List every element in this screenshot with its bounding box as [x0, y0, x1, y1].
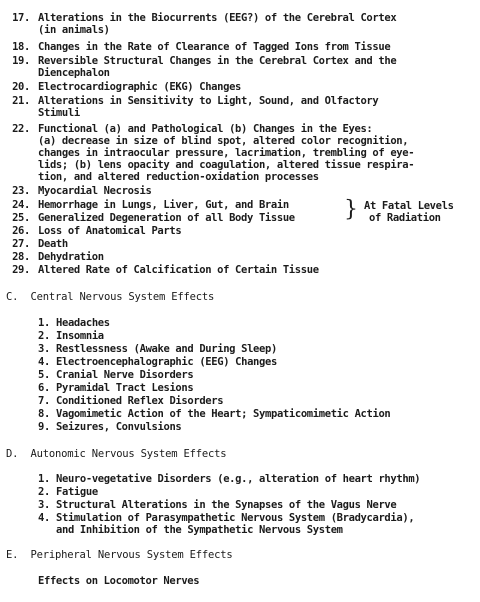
list-item-text: Restlessness (Awake and During Sleep) — [56, 343, 277, 355]
list-item-text: Cranial Nerve Disorders — [56, 369, 194, 381]
item-number: 25. — [12, 212, 30, 224]
right-brace-icon: } — [344, 197, 358, 222]
item-number: 6. — [38, 382, 50, 394]
list-item-text: (a) decrease in size of blind spot, altered color recognition, — [38, 135, 409, 147]
list-item-text: Headaches — [56, 317, 110, 329]
item-number: 4. — [38, 512, 50, 524]
item-number: 4. — [38, 356, 50, 368]
item-number: 17. — [12, 12, 30, 24]
item-number: 20. — [12, 81, 30, 93]
list-item-text: Alterations in the Biocurrents (EEG?) of the Cerebral Cortex — [38, 12, 397, 24]
list-item-text: Vagomimetic Action of the Heart; Sympaticomimetic Action — [56, 408, 391, 420]
list-item-text: Electroencephalographic (EEG) Changes — [56, 356, 277, 368]
list-item-text: Neuro-vegetative Disorders (e.g., alteration of heart rhythm) — [56, 473, 421, 485]
list-item-text: Alterations in Sensitivity to Light, Sound, and Olfactory — [38, 95, 379, 107]
list-item-text: Loss of Anatomical Parts — [38, 225, 182, 237]
list-item-text: Altered Rate of Calcification of Certain Tissue — [38, 264, 319, 276]
item-number: 9. — [38, 421, 50, 433]
item-number: 24. — [12, 199, 30, 211]
list-item-text: Stimulation of Parasympathetic Nervous System (Bradycardia), — [56, 512, 415, 524]
list-item-text: Diencephalon — [38, 67, 110, 79]
item-number: 2. — [38, 330, 50, 342]
item-number: 18. — [12, 41, 30, 53]
list-item-text: Changes in the Rate of Clearance of Tagged Ions from Tissue — [38, 41, 391, 53]
item-number: 26. — [12, 225, 30, 237]
list-item-text: Pyramidal Tract Lesions — [56, 382, 194, 394]
list-item-text: Death — [38, 238, 68, 250]
list-item-text: Functional (a) and Pathological (b) Changes in the Eyes: — [38, 123, 373, 135]
section-heading-c: C. Central Nervous System Effects — [6, 291, 215, 303]
item-number: 28. — [12, 251, 30, 263]
list-item-text: changes in intraocular pressure, lacrimation, trembling of eye- — [38, 147, 415, 159]
list-item-text: Generalized Degeneration of all Body Tissue — [38, 212, 295, 224]
item-number: 22. — [12, 123, 30, 135]
list-item-text: Reversible Structural Changes in the Cerebral Cortex and the — [38, 55, 397, 67]
list-item-text: Seizures, Convulsions — [56, 421, 182, 433]
list-item-text: Structural Alterations in the Synapses of the Vagus Nerve — [56, 499, 397, 511]
bracket-note: of Radiation — [369, 212, 441, 224]
item-number: 27. — [12, 238, 30, 250]
item-number: 19. — [12, 55, 30, 67]
list-item-text: Dehydration — [38, 251, 104, 263]
list-item-text: lids; (b) lens opacity and coagulation, altered tissue respira- — [38, 159, 415, 171]
item-number: 21. — [12, 95, 30, 107]
list-item-text: Hemorrhage in Lungs, Liver, Gut, and Brain — [38, 199, 289, 211]
list-item-text: and Inhibition of the Sympathetic Nervous System — [56, 524, 343, 536]
item-number: 2. — [38, 486, 50, 498]
bracket-note: At Fatal Levels — [364, 200, 454, 212]
item-number: 1. — [38, 473, 50, 485]
list-item-text: (in animals) — [38, 24, 110, 36]
item-number: 23. — [12, 185, 30, 197]
list-item-text: Myocardial Necrosis — [38, 185, 152, 197]
item-number: 1. — [38, 317, 50, 329]
item-number: 3. — [38, 499, 50, 511]
item-number: 29. — [12, 264, 30, 276]
list-item-text: Stimuli — [38, 107, 80, 119]
list-item-text: Electrocardiographic (EKG) Changes — [38, 81, 242, 93]
section-heading-e: E. Peripheral Nervous System Effects — [6, 549, 233, 561]
list-item-text: Conditioned Reflex Disorders — [56, 395, 224, 407]
list-item-text: tion, and altered reduction-oxidation processes — [38, 171, 319, 183]
section-heading-d: D. Autonomic Nervous System Effects — [6, 448, 227, 460]
item-number: 3. — [38, 343, 50, 355]
list-item-text: Insomnia — [56, 330, 104, 342]
list-item-text: Fatigue — [56, 486, 98, 498]
item-number: 7. — [38, 395, 50, 407]
section-subheading: Effects on Locomotor Nerves — [38, 575, 200, 587]
item-number: 8. — [38, 408, 50, 420]
item-number: 5. — [38, 369, 50, 381]
